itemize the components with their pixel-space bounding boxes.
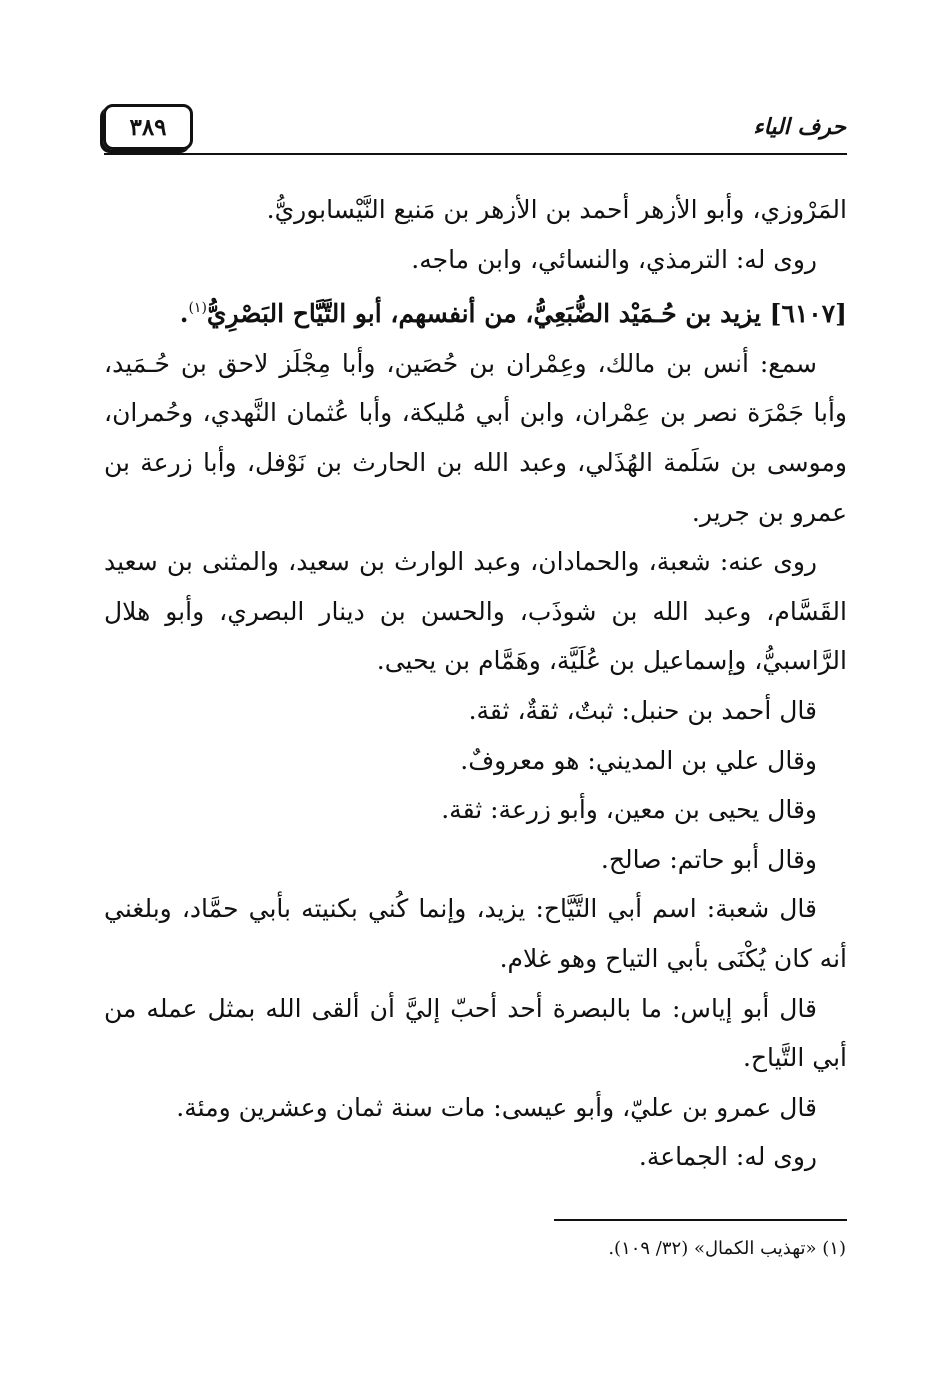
- page-number-text: ٣٨٩: [129, 113, 167, 141]
- paragraph-yahya: وقال يحيى بن معين، وأبو زرعة: ثقة.: [441, 795, 817, 825]
- header-rule: [104, 153, 847, 155]
- footnote-ref[interactable]: (١): [188, 300, 207, 317]
- paragraph-abu-iyas: قال أبو إياس: ما بالبصرة أحد أحبّ إليَّ أن ألقى الله بمثل عمله من أبي التَّياح.: [104, 993, 847, 1073]
- footnote: (١) «تهذيب الكمال» (٣٢/ ١٠٩).: [608, 1238, 846, 1259]
- entry-heading-text: [٦١٠٧] يزيد بن حُـمَيْد الضُّبَعِيُّ، من أنفسهم، أبو التَّيَّاح البَصْرِيُّ: [206, 299, 847, 329]
- entry-heading: [104, 284, 847, 339]
- paragraph-death: قال عمرو بن عليّ، وأبو عيسى: مات سنة ثمان وعشرين ومئة.: [176, 1092, 817, 1122]
- paragraph-ahmad: قال أحمد بن حنبل: ثبتٌ، ثقةٌ، ثقة.: [468, 695, 817, 725]
- entry-heading-end: .: [179, 299, 189, 329]
- paragraph-narrators-1: روى له: الترمذي، والنسائي، وابن ماجه.: [411, 244, 817, 274]
- paragraph-shuba: قال شعبة: اسم أبي التَّيَّاح: يزيد، وإنما كُني بكنيته بأبي حمَّاد، وبلغني أنه كان يُكْنَى بأبي التياح وهو غلام.: [104, 894, 847, 973]
- running-title: حرف الياء: [753, 114, 846, 140]
- paragraph-continuation: المَرْوزي، وأبو الأزهر أحمد بن الأزهر بن مَنيع النَّيْسابوريُّ.: [266, 195, 847, 224]
- paragraph-narrated-by: روى عنه: شعبة، والحمادان، وعبد الوارث بن سعيد، والمثنى بن سعيد القَسَّام، وعبد الله بن شوذَب، والحسن بن دينار البصري، وأبو هلال الرَّاسبيُّ، وإسماعيل بن عُلَيَّة، وهَمَّام بن يحيى.: [104, 547, 847, 676]
- paragraph-narrators-2: روى له: الجماعة.: [638, 1142, 817, 1172]
- body-text: [104, 185, 847, 1182]
- paragraph-heard-from: سمع: أنس بن مالك، وعِمْران بن حُصَين، وأبا مِجْلَز لاحق بن حُـمَيد، وأبا جَمْرَة نصر بن عِمْران، وابن أبي مُليكة، وأبا عُثمان النَّهدي، وحُمران، وموسى بن سَلَمة الهُذَلي، وعبد الله بن الحارث بن نَوْفل، وأبا زرعة بن عمرو بن جرير.: [104, 348, 847, 527]
- footnote-rule: [554, 1219, 847, 1221]
- page-number: [103, 104, 193, 150]
- paragraph-abu-hatim: وقال أبو حاتم: صالح.: [600, 844, 817, 874]
- paragraph-ali: وقال علي بن المديني: هو معروفٌ.: [460, 745, 817, 775]
